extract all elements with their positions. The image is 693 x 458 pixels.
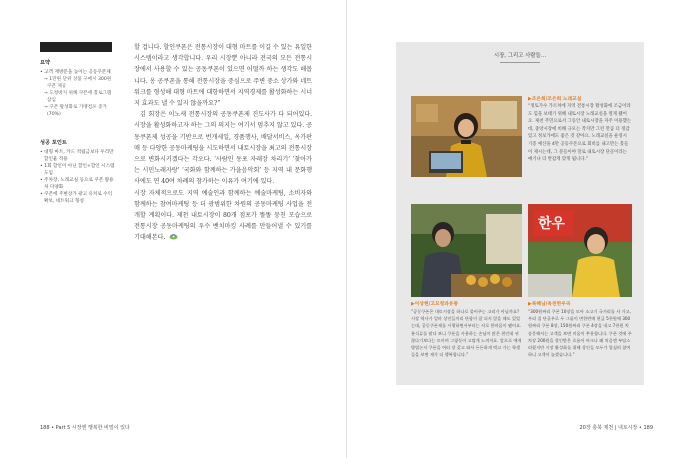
summary-subitem: → 도청방지 위해 쿠폰에 홀로그램 삽입 — [44, 91, 112, 103]
summary-heading: 요약 — [40, 60, 51, 66]
success-item: • 쿠폰에 주변상가 광고 유치로 수익 확보, 네트워크 형성 — [40, 192, 113, 204]
caption-name: ▶이상현/고모청과유통 — [411, 302, 459, 307]
folio-left: 188 • Part 5 시장엔 행복한 비밀이 있다 — [40, 425, 130, 431]
summary-header-bar — [40, 42, 112, 52]
summary-subitem: → 1만원 단위 상품 구매시 300원 쿠폰 제공 — [44, 77, 112, 89]
photo-butcher — [528, 204, 632, 297]
body-paragraph: 할 겁니다. 할인쿠폰은 전통시장이 대형 마트를 이길 수 있는 유일한 시스템이라고 생각합니다. 우리 시장뿐 아니라 전국의 모든 전통시장에서 사용할 수 있는 공동쿠폰이 있으면 어떨까 하는 생각도 해봅니다. 옹 공쿠폰을 통해 전통시장을 중심으로 주변 중소 상가와 네트워크를 형성해 대형 마트에 대항하면서 지역경제를 활성화하는 시너지 효과도 낼 수 있지 않을까요?” — [134, 44, 312, 108]
caption-1 — [528, 96, 632, 164]
success-item: • 1회 할인이 아닌 할인+할인 시스템 도입 — [40, 164, 115, 176]
caption-text: “정토가수 가르쳐에 지역 전통시장 활성화에 조금이라도 힘을 보태기 위해 내토시장 노래교실을 열게 됐어요. 제천 주민으로서 그동안 내토시장을 자주 이용했는데, 중앙시장에 비해 규모는 작지만 그런 만큼 더 정감 있고 정보가에도 좋은 것 같아요. 노래교실을 운영시 기증 예산을 4만 공동쿠폰으로 회비를 내고만는 홀들이 제시는데, 그 분들이야 말로 내토시장 단골이라는 얘기나 더 반갑게 맞게 됩니다.” — [528, 104, 632, 163]
article-body — [134, 42, 312, 244]
caption-name: ▶목혜님/옥천한우곡 — [528, 302, 571, 307]
photo-singer — [411, 96, 522, 177]
leaf-end-icon — [169, 232, 178, 240]
summary-subitem: → 쿠폰 활성화로 가맹점포 증가 (70%) — [44, 105, 107, 117]
folio-right: 20장 충북 제천 | 내토시장 • 189 — [579, 425, 653, 431]
caption-text: “공동쿠폰은 내토시장을 하나로 묶어주는 고리가 아닐까요? 시장 역사가 얼마 상인들끼리 단합이 잘 되지 않을 때도 있었는데, 공동쿠폰제를 시행하면서부터는 서로 한마음이 됐어요. 분식류를 팔다 보니 쿠폰을 사용하는 손님이 많은 편인데 귀찮다기보다는 모이며 그렇듯이 고맙게 느껴져요. 앞으로 예게 방법논지 쿠폰을 여러 장 갖고 와서 든든하게 먹고 가는 학생들을 보면 제가 더 행복합니다.” — [411, 309, 522, 358]
panel-title-underline — [500, 62, 540, 63]
success-points-box — [40, 140, 116, 205]
panel-title: 시장, 그리고 사람들… — [493, 53, 547, 59]
summary-item: • 고객 재방문을 높이는 공동쿠폰제 — [40, 70, 111, 75]
success-heading: 성공 포인트 — [40, 140, 67, 146]
success-item: • 주차장, 노래교실 등으로 쿠폰 활용처 다양화 — [40, 178, 114, 190]
body-paragraph: 김 회장은 이노새 전통시장의 공동쿠폰제 진도사가 다 되어있다. 시장을 활성화하고자 하는 그의 의지는 여기서 멈추지 않고 있다. 공동쿠폰제 성공을 기반으로 번개세일, 경품행사, 배달서비스, 옥가판매 등 다양한 공동마케팅을 시도하면서 내토시장을 최고의 전통시장으로 변화시키겠다는 각오다. ‘사람인 동포 자래장 차리기’ ‘찾아가는 시민노래자랑’ ‘국화와 함께하는 가을음악회’ 등 지역 내 문화행사에도 연 40여 차례의 참가하는 이유가 여기에 있다. — [134, 111, 312, 186]
body-paragraph: 시장 자체적으로도 지역 예술인과 함께하는 예술마케팅, 소비자와 함께하는 참여마케팅 등 더 광범위한 차원의 공동마케팅 사업을 전개할 계획이다. 제천 내토시장이 80개 점포가 똘똘 뭉친 모습으로 전통시장 공동마케팅의 우수 벤치마킹 사례를 만들어낼 수 있기를 기대해본다. — [134, 189, 312, 242]
people-panel — [396, 42, 644, 385]
caption-2 — [411, 301, 522, 358]
page-gutter — [346, 0, 347, 458]
caption-name: ▶조은희/조은희 노래교실 — [528, 97, 582, 102]
caption-text: “300원짜리 쿠폰 10장을 모아 소고기 국거리를 사 가고, 우리 집 단골우로 두 그룹이 변한번에 현금 5천원에 300원짜리 쿠폰 8장, 150원짜리 쿠폰 4장을 내고 7천원 치 송문해서는 고객을 보면 미움이 쭈웃합니다. 쿠폰 것에 주차장 200원을 할인받은 흐름이 아크나 왜 처음엔 부담스러웠지만 시장 활성화를 위해 상인들 모두가 열심히 참여하니 고객이 놀겠습니다.” — [528, 309, 632, 358]
photo-vendor-produce — [411, 204, 522, 297]
success-item: • 대형 마트, 카드 적립금보다 우리만 할인율 적용 — [40, 150, 114, 162]
svg-text:한우: 한우 — [538, 216, 566, 232]
summary-box — [40, 60, 116, 118]
caption-3 — [528, 301, 632, 358]
